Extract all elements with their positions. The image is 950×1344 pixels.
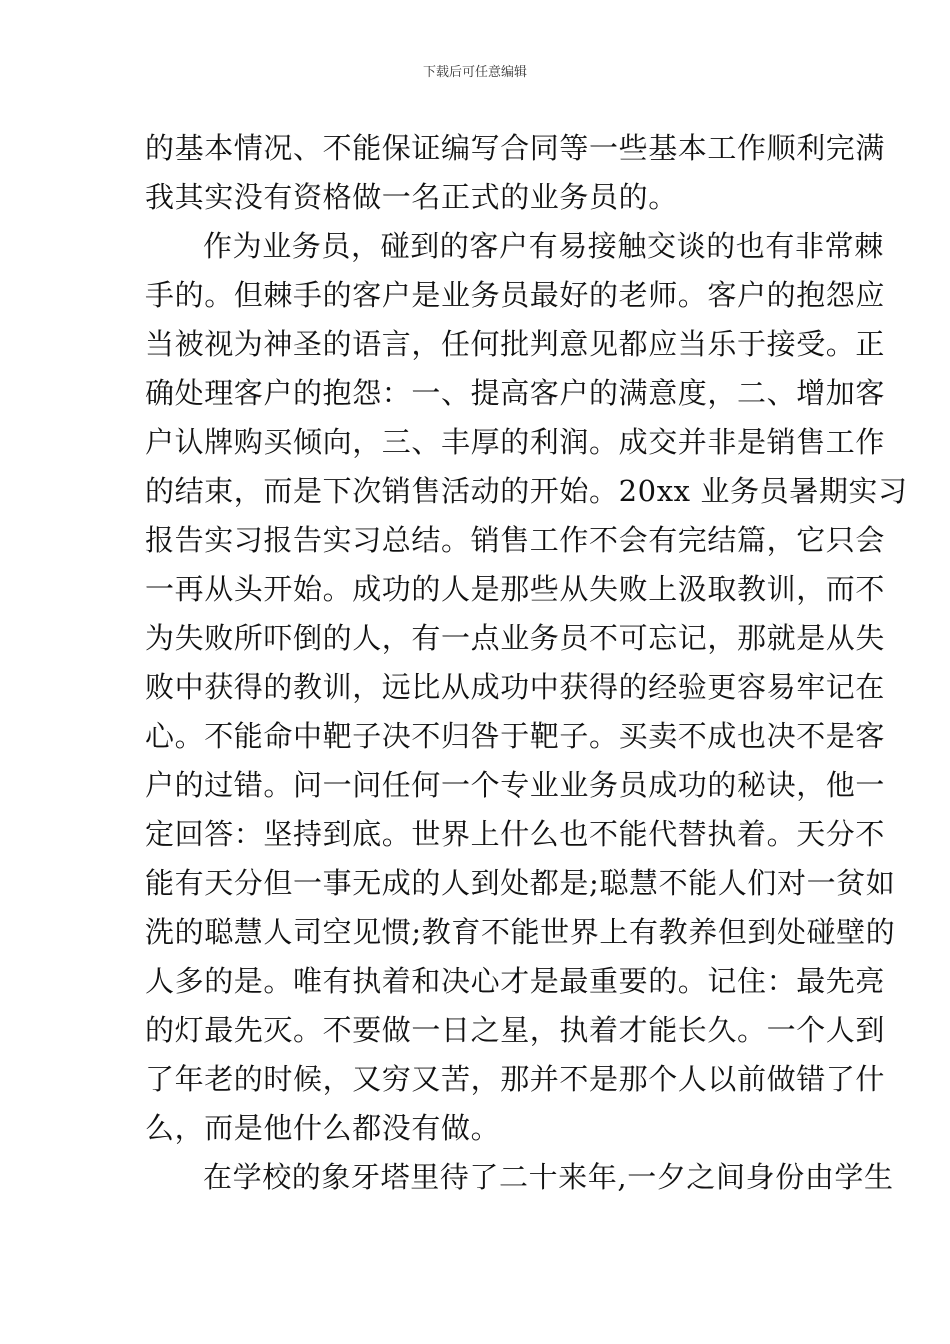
text-line: 定回答：坚持到底。世界上什么也不能代替执着。天分不	[145, 817, 886, 851]
paragraph-start-line: 在学校的象牙塔里待了二十来年,一夕之间身份由学生	[203, 1160, 894, 1194]
text-line: 确处理客户的抱怨：一、提高客户的满意度，二、增加客	[145, 376, 886, 410]
text-line: 为失败所吓倒的人，有一点业务员不可忘记，那就是从失	[145, 621, 886, 655]
text-line: 心。不能命中靶子决不归咎于靶子。买卖不成也决不是客	[145, 719, 886, 753]
text-line: 一再从头开始。成功的人是那些从失败上汲取教训，而不	[145, 572, 886, 606]
text-line: 洗的聪慧人司空见惯;教育不能世界上有教养但到处碰壁的	[145, 915, 896, 949]
text-line: 败中获得的教训，远比从成功中获得的经验更容易牢记在	[145, 670, 886, 704]
paragraph-start-line: 作为业务员，碰到的客户有易接触交谈的也有非常棘	[203, 229, 884, 263]
text-line: 的基本情况、不能保证编写合同等一些基本工作顺利完满	[145, 131, 886, 165]
text-line: 么，而是他什么都没有做。	[145, 1111, 501, 1145]
text-line: 我其实没有资格做一名正式的业务员的。	[145, 180, 678, 214]
page-header: 下载后可任意编辑	[422, 65, 527, 80]
text-line: 户的过错。问一问任何一个专业业务员成功的秘诀，他一	[145, 768, 886, 802]
text-line: 的灯最先灭。不要做一日之星，执着才能长久。一个人到	[145, 1013, 886, 1047]
text-line: 的结束，而是下次销售活动的开始。20xx 业务员暑期实习	[145, 474, 908, 508]
text-line: 户认牌购买倾向，三、丰厚的利润。成交并非是销售工作	[145, 425, 886, 459]
text-line: 手的。但棘手的客户是业务员最好的老师。客户的抱怨应	[145, 278, 886, 312]
text-line: 人多的是。唯有执着和决心才是最重要的。记住：最先亮	[145, 964, 886, 998]
document-body	[145, 124, 908, 1202]
text-line: 报告实习报告实习总结。销售工作不会有完结篇，它只会	[145, 523, 886, 557]
text-line: 能有天分但一事无成的人到处都是;聪慧不能人们对一贫如	[145, 866, 896, 900]
text-line: 了年老的时候，又穷又苦，那并不是那个人以前做错了什	[145, 1062, 886, 1096]
text-line: 当被视为神圣的语言，任何批判意见都应当乐于接受。正	[145, 327, 886, 361]
